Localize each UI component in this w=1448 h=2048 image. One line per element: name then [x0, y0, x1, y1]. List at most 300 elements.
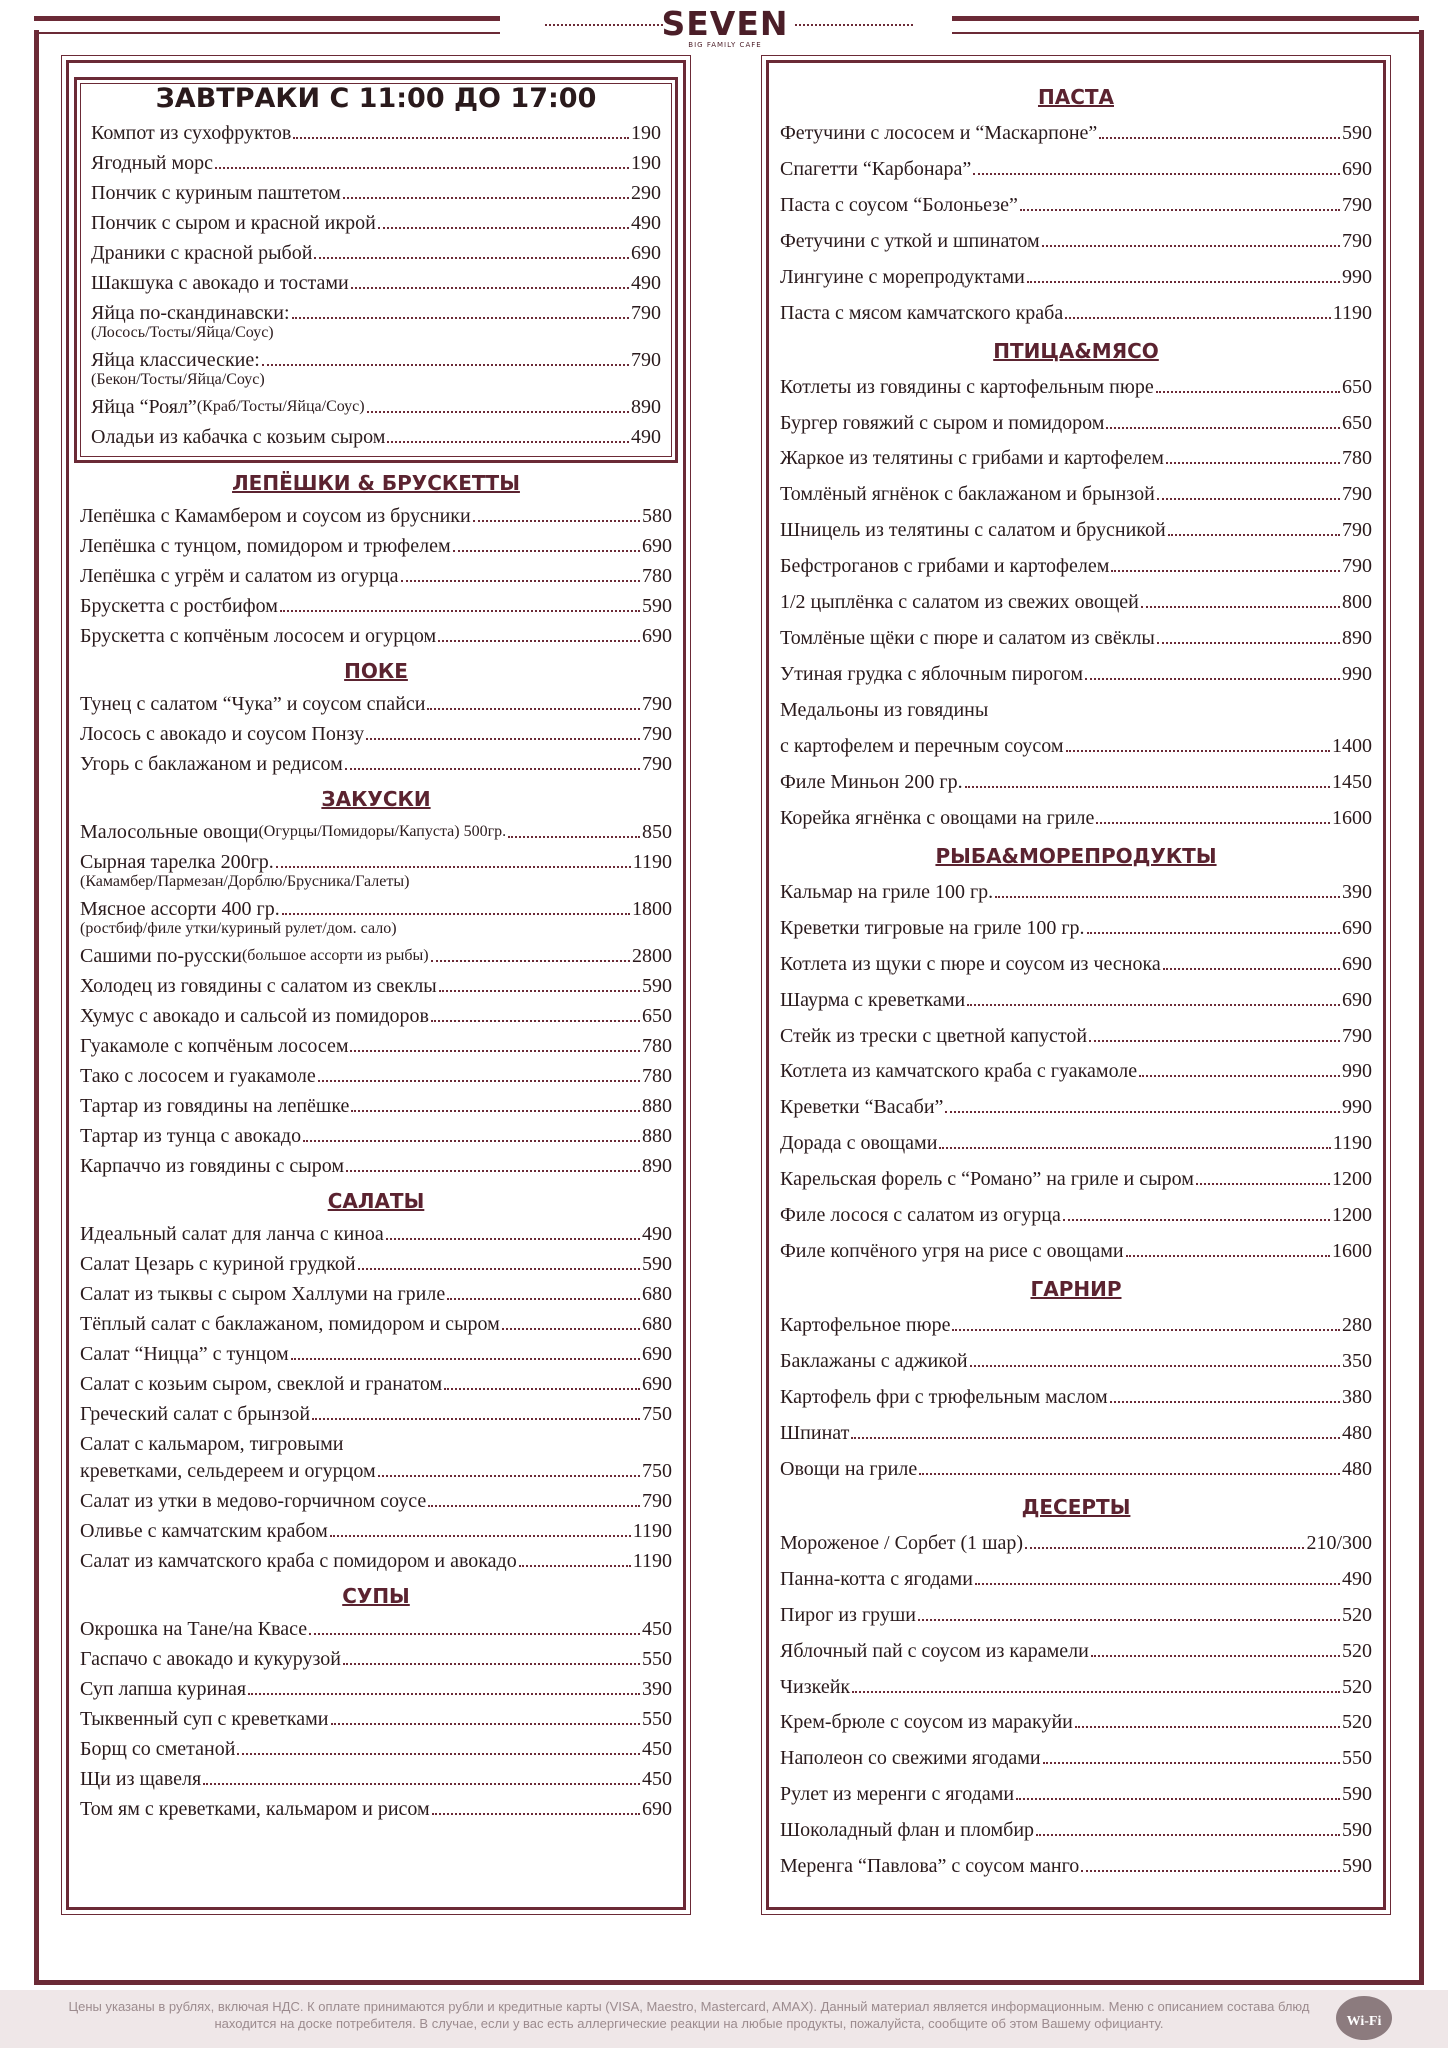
menu-item-price: 1190: [632, 851, 672, 873]
dot-leader: [473, 520, 640, 522]
dot-leader: [1166, 462, 1340, 464]
menu-item-detail: (большое ассорти из рыбы): [241, 947, 429, 964]
dot-leader: [519, 1565, 631, 1567]
breakfast-title: ЗАВТРАКИ С 11:00 ДО 17:00: [155, 83, 597, 114]
menu-item: [80, 971, 672, 1001]
section-list: [80, 1219, 672, 1576]
menu-item: [80, 1614, 672, 1644]
section-list: [780, 1525, 1372, 1884]
menu-item: [780, 620, 1372, 656]
menu-item: [780, 1343, 1372, 1379]
dot-leader: [367, 411, 629, 413]
menu-item-name: Угорь с баклажаном и редисом: [80, 753, 343, 775]
menu-item: [80, 621, 672, 651]
menu-item: [780, 115, 1372, 151]
menu-item-price: 790: [1342, 1024, 1372, 1047]
menu-item-name: Карпаччо из говядины с сыром: [80, 1155, 345, 1177]
dot-leader: [351, 1110, 640, 1112]
menu-item-note: (ростбиф/филе утки/куриный рулет/дом. сало): [80, 920, 397, 937]
dot-leader: [346, 1170, 640, 1172]
menu-item-price: 210/300: [1306, 1531, 1372, 1554]
dotted-ornament-right: [795, 24, 913, 26]
dot-leader: [965, 786, 1330, 788]
dot-leader: [1157, 642, 1340, 644]
menu-item-price: 790: [1342, 193, 1372, 216]
menu-item-name: Креветки “Васаби”: [780, 1096, 944, 1119]
menu-item: [780, 405, 1372, 441]
dot-leader: [386, 1238, 640, 1240]
menu-item: [80, 1309, 672, 1339]
menu-column-left: [66, 60, 686, 1910]
menu-item-name: Пончик с сыром и красной икрой: [91, 212, 376, 234]
menu-item: [80, 1121, 672, 1151]
menu-item-price: 1190: [1332, 301, 1372, 324]
menu-item-name: Салат из камчатского краба с помидором и авокадо: [80, 1550, 517, 1572]
menu-item-line: [780, 692, 1372, 728]
menu-item-name: Оливье с камчатским крабом: [80, 1520, 328, 1542]
menu-item-price: 790: [642, 693, 672, 715]
dot-leader: [237, 1753, 640, 1755]
menu-item-name: Рулет из меренги с ягодами: [780, 1783, 1015, 1806]
menu-item-price: 690: [631, 242, 661, 264]
breakfast-list: [91, 118, 661, 452]
menu-item-name: Котлеты из говядины с картофельным пюре: [780, 375, 1154, 398]
menu-item-name: Крем-брюле с соусом из маракуйи: [780, 1711, 1073, 1734]
dot-leader: [1063, 1219, 1330, 1221]
dot-leader: [1157, 498, 1340, 500]
menu-item: [80, 1061, 672, 1091]
menu-item-name: Фетучини с уткой и шпинатом: [780, 229, 1040, 252]
dot-leader: [378, 1475, 640, 1477]
menu-item: [780, 1669, 1372, 1705]
dot-leader: [453, 550, 640, 552]
menu-item: [780, 512, 1372, 548]
menu-item-price: 650: [642, 1005, 672, 1027]
menu-item-price: 990: [1342, 1096, 1372, 1119]
menu-item: [80, 1369, 672, 1399]
left-column-content: [80, 77, 672, 1824]
dot-leader: [293, 137, 629, 139]
section-title: РЫБА&МОРЕПРОДУКТЫ: [935, 843, 1217, 868]
dot-leader: [312, 1418, 640, 1420]
menu-item-name: Лосось с авокадо и соусом Понзу: [80, 723, 365, 745]
menu-item-price: 520: [1342, 1711, 1372, 1734]
menu-item-price: 450: [642, 1738, 672, 1760]
menu-item-name: Лепёшка с угрём и салатом из огурца: [80, 565, 399, 587]
dot-leader: [1020, 209, 1340, 211]
section-title: САЛАТЫ: [327, 1189, 425, 1213]
menu-item: [80, 1486, 672, 1516]
dot-leader: [318, 1080, 640, 1082]
dot-leader: [331, 1723, 640, 1725]
menu-item: [80, 941, 672, 971]
menu-item-name: Шпинат: [780, 1421, 850, 1444]
dot-leader: [262, 364, 629, 366]
dot-leader: [1110, 1401, 1340, 1403]
menu-item-name: Салат Цезарь с куриной грудкой: [80, 1253, 356, 1275]
dot-leader: [1043, 1762, 1340, 1764]
wifi-badge: Wi-Fi: [1336, 1996, 1392, 2040]
menu-item-name: Филе копчёного угря на рисе с овощами: [780, 1240, 1124, 1263]
menu-item: [780, 548, 1372, 584]
menu-item: [780, 1848, 1372, 1884]
dot-leader: [447, 1298, 640, 1300]
menu-item-price: 590: [642, 1253, 672, 1275]
section-list: [80, 1614, 672, 1824]
menu-item-name: Том ям с креветками, кальмаром и рисом: [80, 1798, 430, 1820]
menu-item: [780, 1633, 1372, 1669]
menu-item-price: 1190: [632, 1520, 672, 1542]
dot-leader: [1163, 968, 1340, 970]
menu-item-price: 590: [1342, 1855, 1372, 1878]
menu-item-name: Салат с козьим сыром, свеклой и гранатом: [80, 1373, 443, 1395]
menu-item: [780, 764, 1372, 800]
menu-item-price: 750: [642, 1460, 672, 1482]
dot-leader: [309, 1633, 640, 1635]
menu-item: [80, 1546, 672, 1576]
menu-item-price: 380: [1342, 1385, 1372, 1408]
menu-item-name: Оладьи из кабачка с козьим сыром: [91, 426, 386, 448]
menu-item: [80, 1516, 672, 1546]
menu-item-name: Шницель из телятины с салатом и брусникой: [780, 519, 1166, 542]
dot-leader: [1075, 1726, 1340, 1728]
menu-item-name: Гуакамоле с копчёным лососем: [80, 1035, 349, 1057]
menu-item-price: 790: [631, 302, 661, 324]
menu-item: [80, 1249, 672, 1279]
dot-leader: [973, 173, 1340, 175]
menu-item-price: 520: [1342, 1603, 1372, 1626]
menu-item-price: 290: [631, 182, 661, 204]
menu-item-name: Утиная грудка с яблочным пирогом: [780, 663, 1083, 686]
menu-item: [80, 1794, 672, 1824]
menu-item-price: 590: [642, 595, 672, 617]
section-title: ГАРНИР: [1030, 1277, 1122, 1302]
menu-item: [91, 392, 661, 422]
menu-item: [780, 369, 1372, 405]
dot-leader: [280, 610, 640, 612]
menu-item: [780, 1525, 1372, 1561]
menu-item-name: Котлета из щуки с пюре и соусом из чеснока: [780, 952, 1161, 975]
menu-item-name: Тако с лососем и гуакамоле: [80, 1065, 316, 1087]
menu-item-price: 690: [1342, 157, 1372, 180]
menu-item: [91, 422, 661, 452]
section-title: ПТИЦА&МЯСО: [993, 338, 1159, 363]
section-title: ПАСТА: [1037, 85, 1114, 109]
menu-item-price: 190: [631, 152, 661, 174]
dot-leader: [248, 1693, 640, 1695]
menu-item-name: Тунец с салатом “Чука” и соусом спайси: [80, 693, 426, 715]
menu-item-price: 780: [642, 1035, 672, 1057]
menu-item: [780, 1740, 1372, 1776]
menu-item-name: Баклажаны с аджикой: [780, 1350, 968, 1373]
menu-item-price: 790: [642, 723, 672, 745]
menu-item-price: 690: [642, 1373, 672, 1395]
dot-leader: [995, 896, 1340, 898]
menu-item-name: Шакшука с авокадо и тостами: [91, 272, 349, 294]
menu-item-price: 680: [642, 1283, 672, 1305]
dot-leader: [387, 441, 629, 443]
dot-leader: [1156, 391, 1340, 393]
menu-item: [780, 1233, 1372, 1269]
menu-item-name: Брускетта с копчёным лососем и огурцом: [80, 625, 437, 647]
dot-leader: [343, 197, 629, 199]
menu-item-name: Холодец из говядины с салатом из свеклы: [80, 975, 437, 997]
menu-item: [780, 1054, 1372, 1090]
menu-item-name: Малосольные овощи: [80, 821, 259, 843]
dot-leader: [401, 580, 640, 582]
menu-item-name: Дорада с овощами: [780, 1132, 938, 1155]
menu-item-name: Гаспачо с авокадо и кукурузой: [80, 1648, 341, 1670]
menu-item-price: 790: [1342, 555, 1372, 578]
menu-item-name: Панна-котта с ягодами: [780, 1567, 973, 1590]
dot-leader: [1016, 1798, 1340, 1800]
dot-leader: [1139, 1075, 1340, 1077]
menu-item: [80, 591, 672, 621]
menu-item-price: 790: [1342, 229, 1372, 252]
menu-item-price: 800: [1342, 591, 1372, 614]
menu-item: [80, 749, 672, 779]
menu-item-price: 550: [1342, 1747, 1372, 1770]
dot-leader: [1085, 678, 1340, 680]
menu-item: [780, 584, 1372, 620]
menu-item: [80, 719, 672, 749]
menu-item-name: 1/2 цыплёнка с салатом из свежих овощей: [780, 591, 1139, 614]
menu-item-name: Окрошка на Тане/на Квасе: [80, 1618, 308, 1640]
menu-item-name: Бефстроганов с грибами и картофелем: [780, 555, 1110, 578]
menu-item-price: 550: [642, 1648, 672, 1670]
menu-item: [80, 1399, 672, 1429]
menu-item: [780, 1705, 1372, 1741]
menu-item-detail: (Огурцы/Помидоры/Капуста) 500гр.: [258, 823, 507, 840]
menu-item: [80, 1219, 672, 1249]
dot-leader: [1106, 427, 1340, 429]
menu-item-price: 490: [631, 212, 661, 234]
menu-item: [780, 1415, 1372, 1451]
menu-item: [780, 151, 1372, 187]
menu-item-price: 690: [1342, 952, 1372, 975]
menu-item: [80, 1764, 672, 1794]
menu-item: [80, 561, 672, 591]
menu-item: [780, 259, 1372, 295]
menu-item-note: (Камамбер/Пармезан/Дорблю/Брусника/Галеты): [80, 873, 410, 890]
menu-item-name: Компот из сухофруктов: [91, 122, 292, 144]
section-title: СУПЫ: [342, 1584, 410, 1608]
menu-item: [780, 1812, 1372, 1848]
menu-item-price: 490: [1342, 1567, 1372, 1590]
dot-leader: [502, 1328, 640, 1330]
menu-item-name: Креветки тигровые на гриле 100 гр.: [780, 916, 1085, 939]
section-title: ЗАКУСКИ: [321, 787, 431, 811]
menu-item-name: Драники с красной рыбой: [91, 242, 313, 264]
menu-item-price: 790: [642, 753, 672, 775]
menu-item-name: Картофельное пюре: [780, 1314, 951, 1337]
left-sections: [80, 469, 672, 1824]
dot-leader: [291, 1358, 640, 1360]
dot-leader: [1091, 1655, 1340, 1657]
dot-leader: [438, 640, 640, 642]
menu-item: [80, 1644, 672, 1674]
dot-leader: [282, 913, 630, 915]
menu-item: [780, 1451, 1372, 1487]
menu-item-price: 480: [1342, 1421, 1372, 1444]
menu-item-name: Жаркое из телятины с грибами и картофелем: [780, 447, 1164, 470]
menu-item: [780, 223, 1372, 259]
menu-item: [80, 1151, 672, 1181]
menu-item: [780, 1379, 1372, 1415]
menu-item-name: Медальоны из говядины: [780, 699, 989, 722]
menu-item: [80, 1734, 672, 1764]
menu-item-name: Щи из щавеля: [80, 1768, 202, 1790]
dot-leader: [1027, 281, 1340, 283]
menu-item-price: 780: [642, 1065, 672, 1087]
menu-item-price: 190: [631, 122, 661, 144]
menu-item: [80, 689, 672, 719]
menu-item-name: Тыквенный суп с креветками: [80, 1708, 329, 1730]
dot-leader: [351, 287, 629, 289]
dot-leader: [1099, 137, 1340, 139]
menu-item: [80, 501, 672, 531]
menu-item: [780, 656, 1372, 692]
menu-item: [780, 441, 1372, 477]
menu-item: [780, 1307, 1372, 1343]
dot-leader: [1066, 750, 1330, 752]
menu-item-price: 520: [1342, 1639, 1372, 1662]
menu-item: [780, 1561, 1372, 1597]
dot-leader: [1111, 570, 1340, 572]
menu-item-price: 990: [1342, 1060, 1372, 1083]
dot-leader: [1036, 1834, 1340, 1836]
logo-tagline: BIG FAMILY CAFE: [688, 41, 762, 49]
menu-item-name: Салат из утки в медово-горчичном соусе: [80, 1490, 427, 1512]
menu-item-name: Салат из тыквы с сыром Халлуми на гриле: [80, 1283, 446, 1305]
menu-item-name: Яйца классические:: [91, 349, 260, 371]
menu-item-price: 780: [1342, 447, 1372, 470]
dot-leader: [1065, 317, 1331, 319]
dot-leader: [1089, 1040, 1340, 1042]
menu-item-price: 790: [1342, 519, 1372, 542]
menu-item-name: Хумус с авокадо и сальсой из помидоров: [80, 1005, 429, 1027]
section-title: ЛЕПЁШКИ & БРУСКЕТТЫ: [232, 471, 520, 495]
menu-item: [80, 1456, 672, 1486]
menu-item-name: Яйца по-скандинавски:: [91, 302, 290, 324]
dot-leader: [1096, 822, 1330, 824]
menu-item-name: с картофелем и перечным соусом: [780, 734, 1064, 757]
menu-item-price: 650: [1342, 375, 1372, 398]
menu-item-name: Картофель фри с трюфельным маслом: [780, 1385, 1108, 1408]
menu-item-price: 580: [642, 505, 672, 527]
dot-leader: [1081, 1870, 1340, 1872]
menu-item-price: 690: [642, 625, 672, 647]
menu-item-price: 1190: [632, 1550, 672, 1572]
menu-item: [780, 1089, 1372, 1125]
dot-leader: [350, 1050, 640, 1052]
menu-item-name: Яйца “Роял”: [91, 396, 197, 418]
menu-item-price: 1600: [1332, 1240, 1372, 1263]
menu-item: [80, 1091, 672, 1121]
footer-disclaimer: Цены указаны в рублях, включая НДС. К оплате принимаются рубли и кредитные карты (VISA, Maestro, Mastercard, AMAX). Данный материал является информационным. Меню с описанием состава блюд находится на доске потребителя. В случае, если у вас есть аллергические реакции на любые продукты, пожалуйста, сообщите об этом Вашему официанту.: [68, 1999, 1310, 2031]
menu-item-name: Мороженое / Сорбет (1 шар): [780, 1531, 1024, 1554]
menu-item-name: Стейк из трески с цветной капустой: [780, 1024, 1088, 1047]
menu-item: [91, 178, 661, 208]
menu-item-price: 590: [1342, 1783, 1372, 1806]
menu-item-name: Овощи на гриле: [780, 1457, 918, 1480]
menu-item-name: Идеальный салат для ланча с киноа: [80, 1223, 384, 1245]
dot-leader: [1087, 932, 1340, 934]
menu-item-name: Филе Миньон 200 гр.: [780, 770, 963, 793]
menu-item-name: Сырная тарелка 200гр.: [80, 851, 274, 873]
menu-item-price: 750: [642, 1403, 672, 1425]
menu-item-price: 890: [631, 396, 661, 418]
menu-item-name: Лингуине с морепродуктами: [780, 265, 1025, 288]
dot-leader: [1168, 534, 1340, 536]
dot-leader: [967, 1004, 1340, 1006]
menu-item-price: 880: [642, 1095, 672, 1117]
menu-item-name: Шаурма с креветками: [780, 988, 966, 1011]
dot-leader: [952, 1329, 1340, 1331]
menu-item: [80, 1001, 672, 1031]
menu-item-price: 880: [642, 1125, 672, 1147]
menu-item-price: 690: [642, 535, 672, 557]
menu-item-price: 890: [1342, 627, 1372, 650]
dot-leader: [358, 1268, 640, 1270]
menu-item: [91, 148, 661, 178]
dot-leader: [203, 1783, 640, 1785]
menu-item-price: 680: [642, 1313, 672, 1335]
menu-item-price: 1450: [1332, 770, 1372, 793]
dot-leader: [292, 317, 630, 319]
menu-item-price: 1400: [1332, 734, 1372, 757]
section-list: [80, 817, 672, 1181]
menu-item: [780, 946, 1372, 982]
menu-item: [780, 982, 1372, 1018]
menu-item-price: 590: [1342, 121, 1372, 144]
section-list: [80, 501, 672, 651]
dot-leader: [314, 257, 629, 259]
menu-item-name: Томлёные щёки с пюре и салатом из свёклы: [780, 627, 1155, 650]
menu-item-name: Тартар из говядины на лепёшке: [80, 1095, 350, 1117]
menu-item-name: Наполеон со свежими ягодами: [780, 1747, 1041, 1770]
dot-leader: [366, 738, 640, 740]
menu-item-name: Фетучини с лососем и “Маскарпоне”: [780, 121, 1098, 144]
menu-item-name: Тартар из тунца с авокадо: [80, 1125, 302, 1147]
menu-item-price: 690: [1342, 916, 1372, 939]
menu-item-price: 590: [642, 975, 672, 997]
menu-item-price: 390: [642, 1678, 672, 1700]
menu-item-name: Сашими по-русски: [80, 945, 242, 967]
menu-item-name: Шоколадный флан и пломбир: [780, 1819, 1035, 1842]
menu-item-name: Спагетти “Карбонара”: [780, 157, 972, 180]
menu-item-price: 450: [642, 1768, 672, 1790]
dot-leader: [431, 960, 630, 962]
menu-item: [780, 295, 1372, 331]
menu-item: [80, 1279, 672, 1309]
menu-item-name: Салат с кальмаром, тигровыми: [80, 1433, 344, 1455]
dot-leader: [276, 866, 631, 868]
menu-item: [780, 1161, 1372, 1197]
menu-item: [780, 728, 1372, 764]
menu-item-price: 690: [642, 1343, 672, 1365]
dot-leader: [1196, 1183, 1330, 1185]
menu-item-price: 1800: [632, 898, 672, 920]
menu-item-price: 790: [642, 1490, 672, 1512]
menu-item-name: Пирог из груши: [780, 1603, 916, 1626]
dot-leader: [427, 708, 640, 710]
menu-item: [80, 1339, 672, 1369]
menu-item-name: Карельская форель с “Романо” на гриле и сыром: [780, 1168, 1194, 1191]
menu-item-name: Лепёшка с тунцом, помидором и трюфелем: [80, 535, 451, 557]
menu-item-price: 390: [1342, 880, 1372, 903]
section-list: [80, 689, 672, 779]
